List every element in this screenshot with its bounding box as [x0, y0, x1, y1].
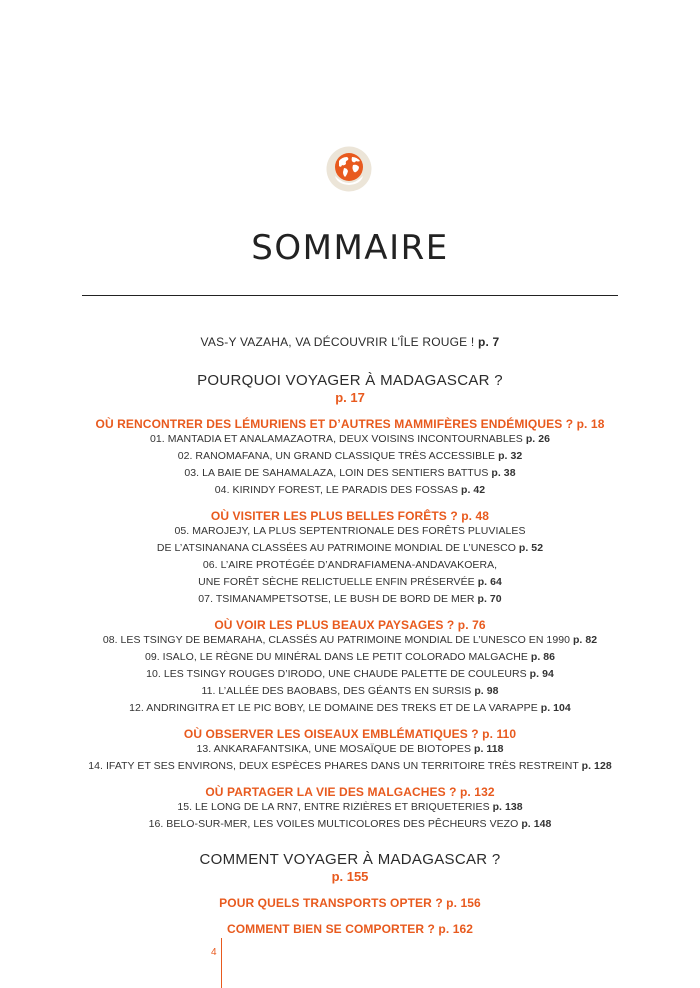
- section-heading: OÙ PARTAGER LA VIE DES MALGACHES ? p. 132: [205, 785, 495, 799]
- toc-item: [0, 542, 700, 554]
- toc-item-text: 15. LE LONG DE LA RN7, ENTRE RIZIÈRES ET BRIQUETERIES: [177, 801, 490, 813]
- toc-item-page: p. 128: [581, 760, 612, 772]
- part-page: p. 155: [331, 869, 369, 884]
- toc-item: [0, 467, 700, 479]
- section-heading: OÙ OBSERVER LES OISEAUX EMBLÉMATIQUES ? p. 110: [183, 727, 517, 741]
- toc-item-page: p. 82: [572, 634, 598, 646]
- toc-item-text: 02. RANOMAFANA, UN GRAND CLASSIQUE TRÈS ACCESSIBLE: [177, 450, 496, 462]
- toc-item: [0, 685, 700, 697]
- toc-item: [0, 743, 700, 755]
- toc-item-page: p. 64: [477, 576, 502, 588]
- toc-item-text: 07. TSIMANAMPETSOTSE, LE BUSH DE BORD DE MER: [198, 593, 475, 605]
- toc-item-page: p. 86: [530, 651, 556, 663]
- section-heading: COMMENT BIEN SE COMPORTER ? p. 162: [226, 922, 474, 936]
- toc-item-page: p. 52: [518, 542, 544, 554]
- toc-intro: [0, 335, 700, 349]
- toc-item-page: p. 118: [473, 743, 504, 755]
- intro-page: p. 7: [477, 335, 500, 349]
- toc-item-text: 09. ISALO, LE RÈGNE DU MINÉRAL DANS LE PETIT COLORADO MALGACHE: [144, 651, 528, 663]
- toc-item-text: 03. LA BAIE DE SAHAMALAZA, LOIN DES SENTIERS BATTUS: [184, 467, 489, 479]
- toc-item-text: 16. BELO-SUR-MER, LES VOILES MULTICOLORES DES PÊCHEURS VEZO: [148, 818, 519, 830]
- part-title: COMMENT VOYAGER À MADAGASCAR ?: [199, 851, 501, 868]
- toc-item: [0, 668, 700, 680]
- toc-item: [0, 593, 700, 605]
- toc-item: [0, 818, 700, 830]
- toc-item-text: 10. LES TSINGY ROUGES D’IRODO, UNE CHAUDE PALETTE DE COULEURS: [146, 668, 527, 680]
- toc-item-text: DE L’ATSINANANA CLASSÉES AU PATRIMOINE MONDIAL DE L’UNESCO: [156, 542, 516, 554]
- section-heading: OÙ VISITER LES PLUS BELLES FORÊTS ? p. 48: [210, 509, 490, 523]
- toc-item-text: 06. L’AIRE PROTÉGÉE D’ANDRAFIAMENA-ANDAVAKOERA,: [202, 559, 498, 571]
- toc-item: [0, 525, 700, 537]
- page-number: 4: [211, 947, 217, 958]
- toc-item-page: p. 138: [492, 801, 523, 813]
- toc-item-text: 13. ANKARAFANTSIKA, UNE MOSAÏQUE DE BIOTOPES: [196, 743, 472, 755]
- toc-item-text: 04. KIRINDY FOREST, LE PARADIS DES FOSSAS: [214, 484, 459, 496]
- page-title: SOMMAIRE: [251, 228, 449, 268]
- toc-item-text: 01. MANTADIA ET ANALAMAZAOTRA, DEUX VOISINS INCONTOURNABLES: [149, 433, 523, 445]
- toc-item: [0, 702, 700, 714]
- toc-item-text: 12. ANDRINGITRA ET LE PIC BOBY, LE DOMAINE DES TREKS ET DE LA VARAPPE: [129, 702, 538, 714]
- toc-item: [0, 484, 700, 496]
- toc-item-text: 05. MAROJEJY, LA PLUS SEPTENTRIONALE DES FORÊTS PLUVIALES: [174, 525, 526, 537]
- toc-item: [0, 634, 700, 646]
- toc-item: [0, 801, 700, 813]
- toc-item-text: UNE FORÊT SÈCHE RELICTUELLE ENFIN PRÉSERVÉE: [198, 576, 475, 588]
- folio-rule: [221, 938, 222, 988]
- section-heading: OÙ RENCONTRER DES LÉMURIENS ET D’AUTRES MAMMIFÈRES ENDÉMIQUES ? p. 18: [95, 417, 605, 431]
- toc-item-page: p. 38: [491, 467, 516, 479]
- title-divider: [82, 295, 618, 296]
- toc-item-page: p. 98: [474, 685, 499, 697]
- section-heading: OÙ VOIR LES PLUS BEAUX PAYSAGES ? p. 76: [214, 618, 486, 632]
- toc-item-page: p. 104: [540, 702, 571, 714]
- toc-item: [0, 576, 700, 588]
- toc-item-page: p. 94: [529, 668, 554, 680]
- toc-item-page: p. 148: [521, 818, 552, 830]
- toc-item: [0, 651, 700, 663]
- globe-icon: [326, 146, 372, 192]
- toc-item: [0, 559, 700, 571]
- toc-item-page: p. 26: [525, 433, 551, 445]
- part-title: POURQUOI VOYAGER À MADAGASCAR ?: [197, 372, 503, 389]
- toc-item-text: 08. LES TSINGY DE BEMARAHA, CLASSÉS AU PATRIMOINE MONDIAL DE L’UNESCO EN 1990: [102, 634, 570, 646]
- toc-item-page: p. 70: [477, 593, 502, 605]
- toc-item: [0, 433, 700, 445]
- part-page: p. 17: [335, 390, 365, 405]
- toc-item-text: 11. L’ALLÉE DES BAOBABS, DES GÉANTS EN SURSIS: [201, 685, 472, 697]
- toc-item-page: p. 32: [498, 450, 523, 462]
- toc-item: [0, 760, 700, 772]
- toc-item: [0, 450, 700, 462]
- section-heading: POUR QUELS TRANSPORTS OPTER ? p. 156: [219, 896, 481, 910]
- intro-text: VAS-Y VAZAHA, VA DÉCOUVRIR L’ÎLE ROUGE !: [200, 335, 475, 349]
- toc-item-page: p. 42: [461, 484, 486, 496]
- toc-item-text: 14. IFATY ET SES ENVIRONS, DEUX ESPÈCES PHARES DANS UN TERRITOIRE TRÈS RESTREINT: [88, 760, 579, 772]
